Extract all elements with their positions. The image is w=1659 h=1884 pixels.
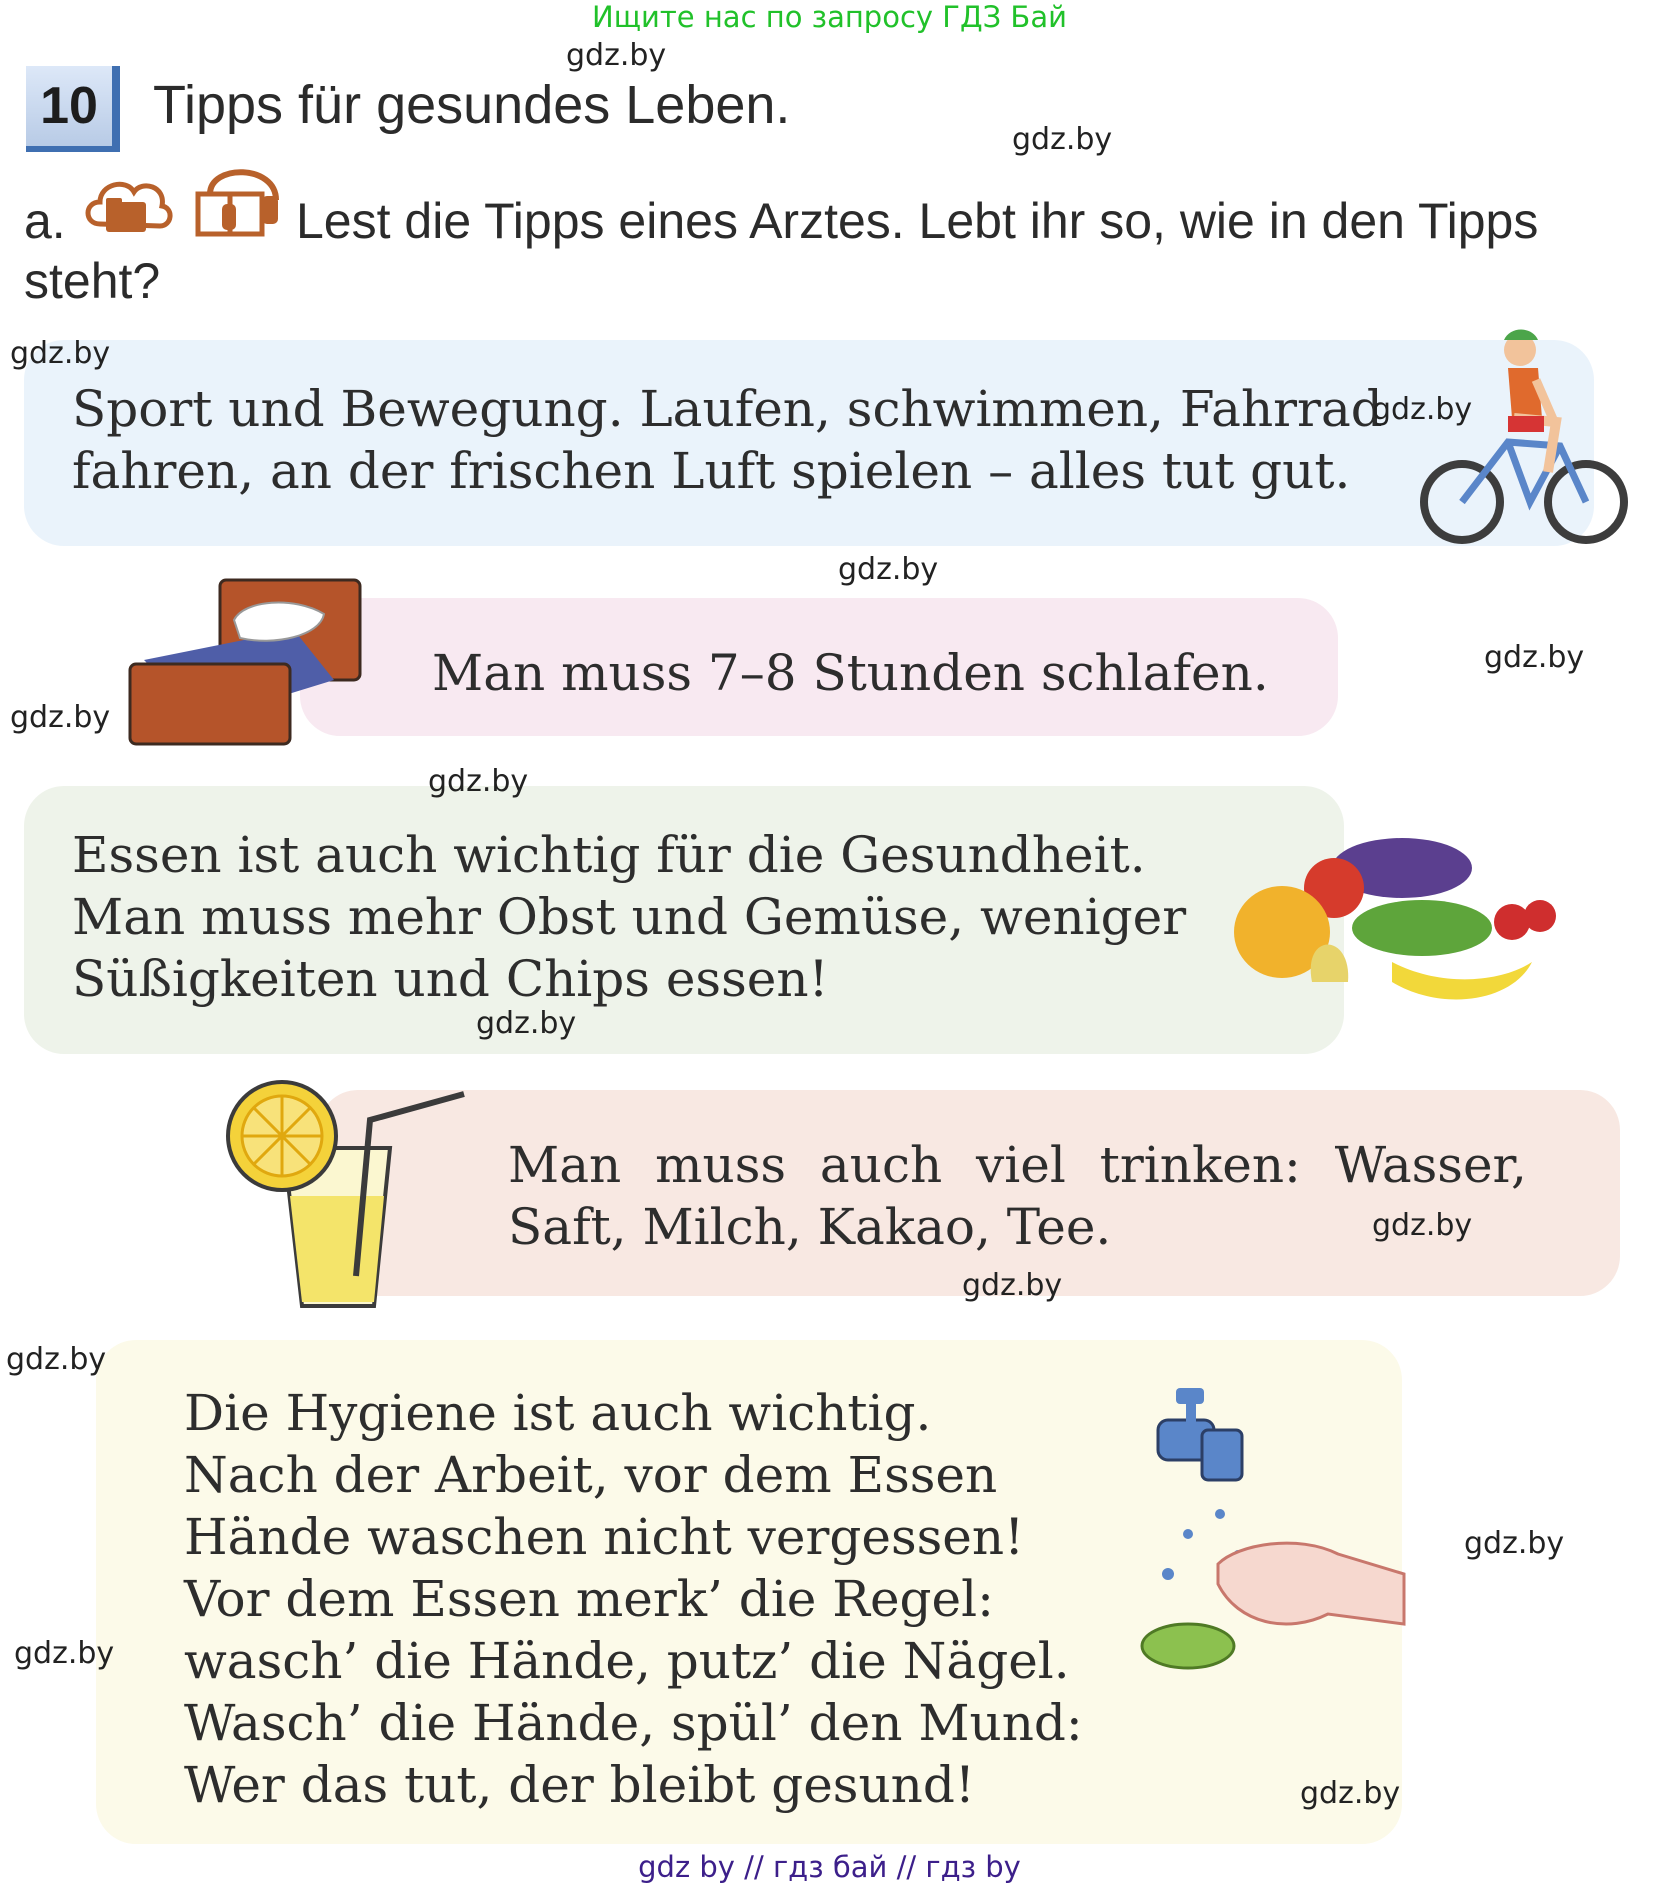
handwashing-illustration: [1128, 1384, 1408, 1694]
tip-sleep-line1: Man muss 7–8 Stunden schlafen.: [432, 644, 1269, 702]
tip-food-line1: Essen ist auch wichtig für die Gesundheit.: [72, 826, 1146, 884]
tip-sport-line1: Sport und Bewegung. Laufen, schwimmen, Fahrrad: [72, 380, 1383, 438]
book-headphones-icon: [190, 164, 286, 240]
task-instruction-line2: steht?: [24, 253, 161, 309]
watermark: gdz.by: [1372, 1208, 1473, 1243]
watermark: gdz.by: [1464, 1526, 1565, 1561]
watermark: gdz.by: [962, 1268, 1063, 1303]
watermark: gdz.by: [6, 1342, 107, 1377]
tip-hygiene-line3: Hände waschen nicht vergessen!: [184, 1508, 1025, 1566]
exercise-number-badge: 10: [26, 66, 120, 152]
tip-hygiene-line5: wasch’ die Hände, putz’ die Nägel.: [184, 1632, 1070, 1690]
tip-hygiene-line1: Die Hygiene ist auch wichtig.: [184, 1384, 932, 1442]
tip-hygiene-line7: Wer das tut, der bleibt gesund!: [184, 1756, 975, 1814]
cyclist-illustration: [1420, 322, 1630, 552]
tip-drinks-line1: Man muss auch viel trinken: Wasser,: [508, 1136, 1527, 1194]
watermark: gdz.by: [1012, 122, 1113, 157]
watermark: gdz.by: [428, 764, 529, 799]
watermark: gdz.by: [476, 1006, 577, 1041]
watermark: gdz.by: [1372, 392, 1473, 427]
task-instruction-line1: Lest die Tipps eines Arztes. Lebt ihr so, wie in den Tipps: [296, 193, 1539, 249]
watermark: gdz.by: [1484, 640, 1585, 675]
tip-drinks-line2: Saft, Milch, Kakao, Tee.: [508, 1198, 1112, 1256]
watermark: gdz.by: [10, 700, 111, 735]
tip-food-line3: Süßigkeiten und Chips essen!: [72, 950, 829, 1008]
tip-sport-line2: fahren, an der frischen Luft spielen – alles tut gut.: [72, 442, 1351, 500]
footer-links: gdz by // гдз бай // гдз by: [638, 1850, 1021, 1884]
bed-illustration: [124, 580, 364, 750]
watermark: gdz.by: [14, 1636, 115, 1671]
watermark: gdz.by: [1300, 1776, 1401, 1811]
exercise-title: Tipps für gesundes Leben.: [153, 75, 791, 135]
tip-food-line2: Man muss mehr Obst und Gemüse, weniger: [72, 888, 1187, 946]
tip-hygiene-line4: Vor dem Essen merk’ die Regel:: [184, 1570, 994, 1628]
search-banner: Ищите нас по запросу ГДЗ Бай: [592, 0, 1067, 34]
lemonade-glass-illustration: [224, 1080, 464, 1310]
task-letter: a.: [24, 193, 66, 249]
watermark: gdz.by: [10, 336, 111, 371]
tip-hygiene-line6: Wasch’ die Hände, spül’ den Mund:: [184, 1694, 1083, 1752]
watermark: gdz.by: [566, 38, 667, 73]
tip-hygiene-line2: Nach der Arbeit, vor dem Essen: [184, 1446, 998, 1504]
cloud-folder-icon: [82, 172, 172, 242]
watermark: gdz.by: [838, 552, 939, 587]
fruits-vegetables-illustration: [1222, 812, 1562, 1032]
